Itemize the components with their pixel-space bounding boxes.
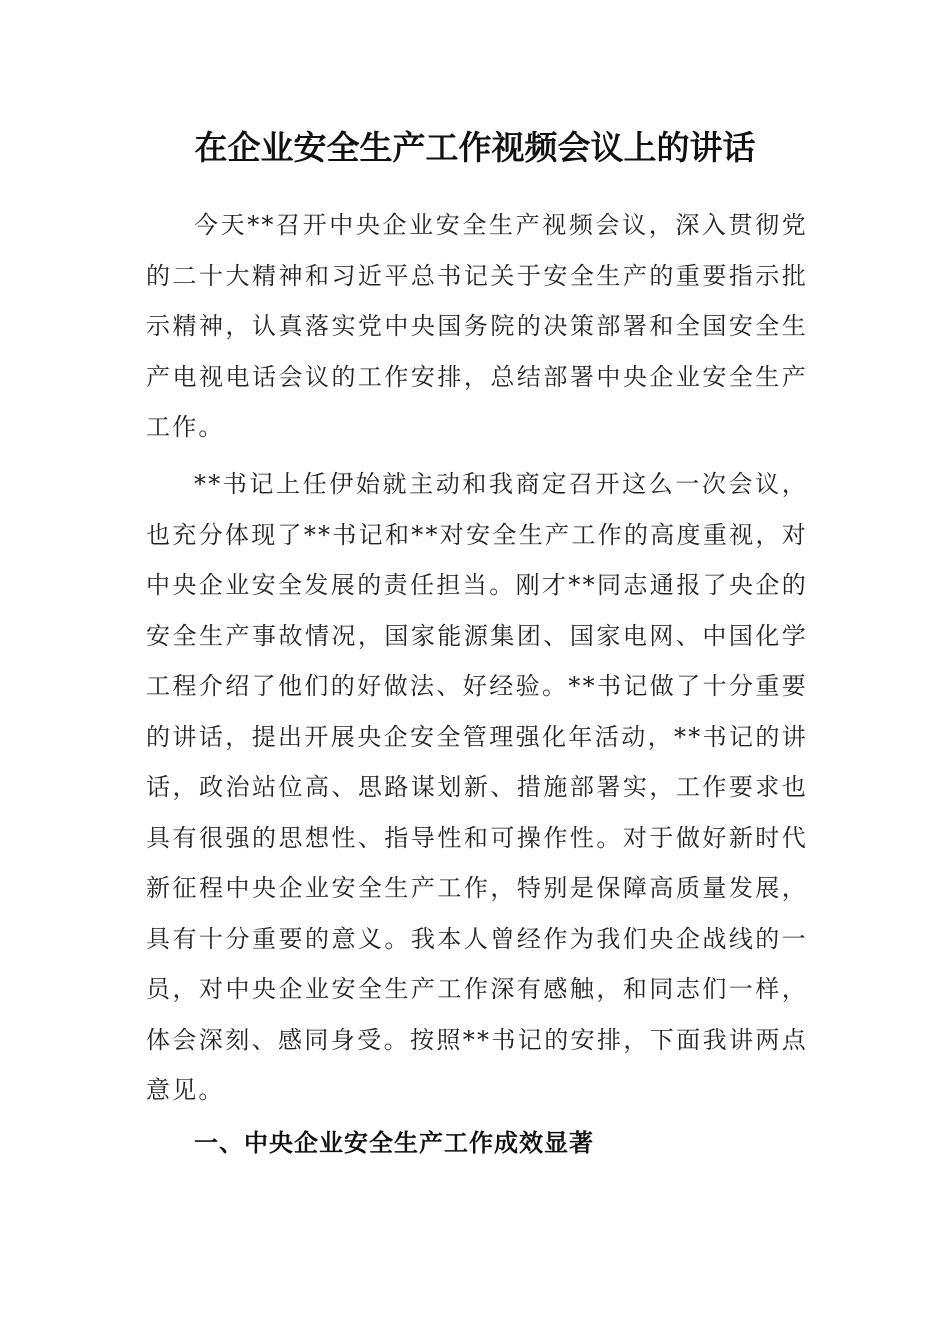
paragraph-opening: 今天**召开中央企业安全生产视频会议，深入贯彻党的二十大精神和习近平总书记关于安全生产的重要指示批示精神，认真落实党中央国务院的决策部署和全国安全生产电视电话会议的工作安排，总结部署中央企业安全生产工作。 <box>146 211 808 441</box>
section-heading: 一、中央企业安全生产工作成效显著 <box>194 1129 594 1157</box>
paragraph-context: **书记上任伊始就主动和我商定召开这么一次会议，也充分体现了**书记和**对安全生产工作的高度重视，对中央企业安全发展的责任担当。刚才**同志通报了央企的安全生产事故情况，国家能源集团、国家电网、中国化学工程介绍了他们的好做法、好经验。**书记做了十分重要的讲话，提出开展央企安全管理强化年活动，**书记的讲话，政治站位高、思路谋划新、措施部署实，工作要求也具有很强的思想性、指导性和可操作性。对于做好新时代新征程中央企业安全生产工作，特别是保障高质量发展，具有十分重要的意义。我本人曾经作为我们央企战线的一员，对中央企业安全生产工作深有感触，和同志们一样，体会深刻、感同身受。按照**书记的安排，下面我讲两点意见。 <box>146 470 808 1104</box>
document-title: 在企业安全生产工作视频会议上的讲话 <box>194 128 756 167</box>
